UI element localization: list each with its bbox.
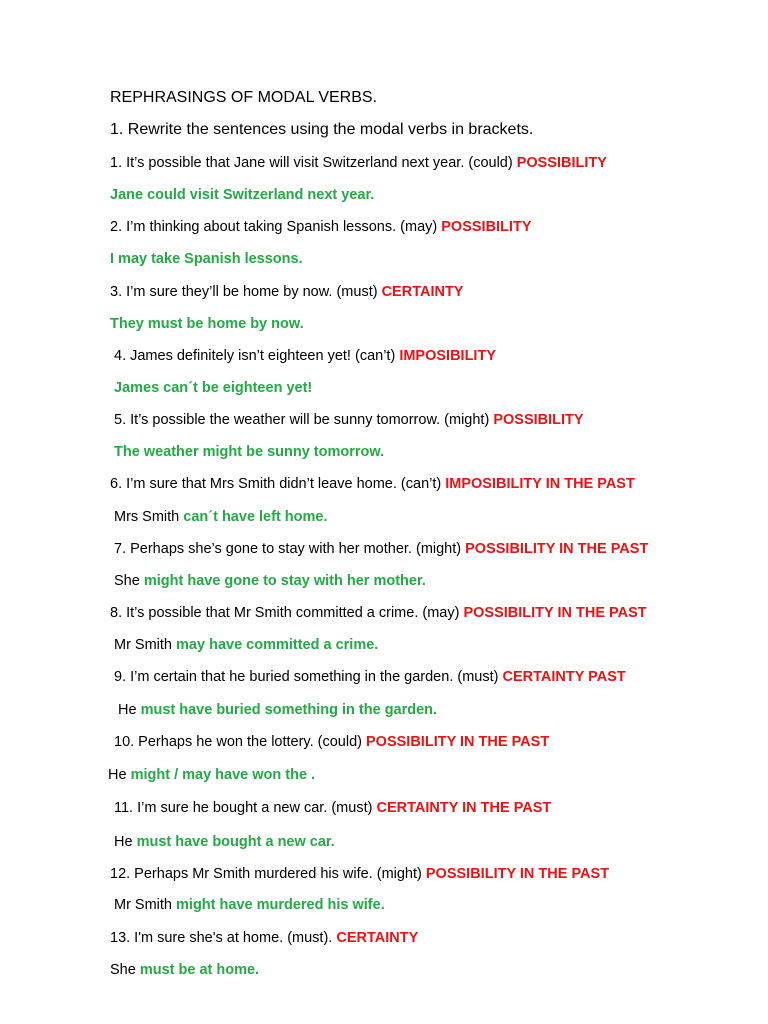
question-text: 3. I’m sure they’ll be home by now. (must)	[110, 284, 382, 300]
category-label: IMPOSIBILITY	[399, 348, 496, 364]
answer-4	[114, 379, 312, 397]
category-label: IMPOSIBILITY IN THE PAST	[445, 476, 635, 492]
category-label: CERTAINTY	[381, 284, 464, 300]
answer-prefix: She	[114, 573, 144, 589]
question-10	[114, 733, 549, 751]
answer-text: may have committed a crime.	[176, 637, 379, 653]
instruction: 1. Rewrite the sentences using the modal verbs in brackets.	[110, 121, 534, 138]
question-text: 2. I’m thinking about taking Spanish lessons. (may)	[110, 219, 442, 235]
question-text: 12. Perhaps Mr Smith murdered his wife. (might)	[110, 866, 426, 882]
answer-text: can´t have left home.	[183, 509, 328, 525]
category-label: CERTAINTY	[336, 930, 419, 946]
answer-text: The weather might be sunny tomorrow.	[114, 444, 385, 460]
answer-text: might have murdered his wife.	[176, 897, 385, 913]
question-8	[110, 604, 647, 622]
answer-12	[114, 896, 385, 914]
question-text: 9. I’m certain that he buried something in the garden. (must)	[114, 669, 503, 685]
answer-text: might have gone to stay with her mother.	[143, 573, 426, 589]
answer-5	[114, 443, 384, 461]
question-13	[110, 929, 418, 947]
answer-text: must have bought a new car.	[136, 834, 335, 850]
question-text: 8. It’s possible that Mr Smith committed a crime. (may)	[110, 605, 464, 621]
question-9	[114, 668, 626, 686]
category-label: POSSIBILITY	[516, 155, 607, 171]
answer-prefix: He	[118, 702, 141, 718]
answer-text: Jane could visit Switzerland next year.	[110, 187, 375, 203]
answer-text: I may take Spanish lessons.	[110, 251, 303, 267]
answer-prefix: He	[114, 834, 137, 850]
question-7	[114, 540, 648, 558]
question-1	[110, 154, 607, 172]
answer-10	[108, 766, 315, 784]
question-12	[110, 865, 609, 883]
category-label: POSSIBILITY IN THE PAST	[425, 866, 610, 882]
category-label: POSSIBILITY IN THE PAST	[463, 605, 647, 621]
answer-2	[110, 250, 303, 268]
answer-7	[114, 572, 426, 590]
category-label: POSSIBILITY IN THE PAST	[465, 541, 649, 557]
answer-1	[110, 186, 374, 204]
answer-prefix: Mr Smith	[114, 637, 177, 653]
answer-prefix: Mr Smith	[114, 897, 177, 913]
question-text: 7. Perhaps she’s gone to stay with her mother. (might)	[114, 541, 466, 557]
page-title: REPHRASINGS OF MODAL VERBS.	[110, 89, 378, 106]
answer-11	[114, 833, 335, 851]
answer-text: James can´t be eighteen yet!	[114, 380, 313, 396]
category-label: POSSIBILITY	[441, 219, 532, 235]
answer-prefix: He	[108, 767, 131, 783]
question-6	[110, 475, 635, 493]
question-11	[114, 799, 551, 817]
answer-prefix: She	[110, 962, 140, 978]
question-text: 11. I’m sure he bought a new car. (must)	[114, 800, 377, 816]
question-text: 13. I'm sure she's at home. (must).	[110, 930, 337, 946]
question-2	[110, 218, 532, 236]
answer-9	[118, 701, 437, 719]
answer-6	[114, 508, 328, 526]
answer-text: must be at home.	[139, 962, 260, 978]
question-text: 5. It’s possible the weather will be sunny tomorrow. (might)	[114, 412, 494, 428]
answer-text: They must be home by now.	[110, 316, 304, 332]
question-text: 6. I’m sure that Mrs Smith didn’t leave home. (can’t)	[110, 476, 446, 492]
question-4	[114, 347, 496, 365]
question-text: 1. It’s possible that Jane will visit Switzerland next year. (could)	[110, 155, 517, 171]
question-5	[114, 411, 584, 429]
answer-8	[114, 636, 378, 654]
category-label: CERTAINTY PAST	[502, 669, 626, 685]
answer-13	[110, 961, 259, 979]
answer-text: must have buried something in the garden.	[140, 702, 438, 718]
category-label: POSSIBILITY IN THE PAST	[366, 734, 550, 750]
category-label: CERTAINTY IN THE PAST	[376, 800, 552, 816]
question-text: 4. James definitely isn’t eighteen yet! (can’t)	[114, 348, 400, 364]
answer-prefix: Mrs Smith	[114, 509, 184, 525]
question-3	[110, 283, 463, 301]
question-text: 10. Perhaps he won the lottery. (could)	[114, 734, 367, 750]
category-label: POSSIBILITY	[493, 412, 584, 428]
answer-text: might / may have won the .	[130, 767, 316, 783]
answer-3	[110, 315, 304, 333]
